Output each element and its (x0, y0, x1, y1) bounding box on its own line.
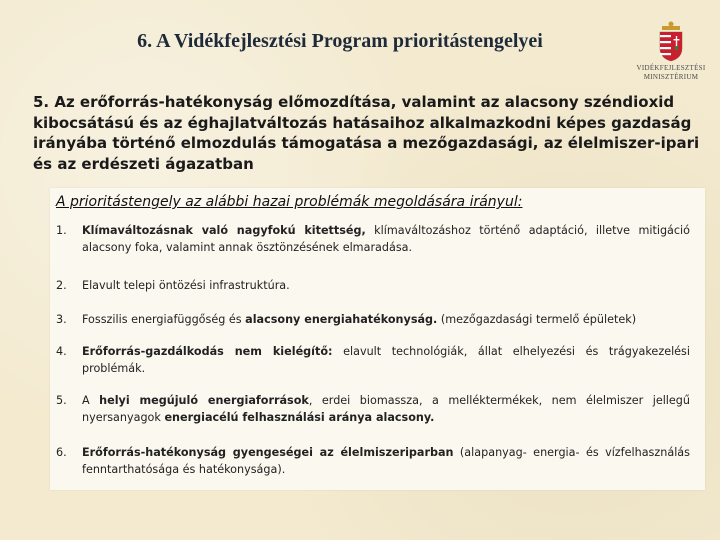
item-text: elavult technológiák, állat elhelyezési és trágyakezelési problémák. (82, 345, 690, 375)
logo-line-1: VIDÉKFEJLESZTÉSI (636, 64, 706, 72)
priority-heading: 5. Az erőforrás-hatékonyság előmozdítása, valamint az alacsony széndioxid kibocsátású és az éghajlatváltozás hatásaihoz alkalmazkodni képes gazdaság irányába történő elmozdulás támogatása a mezőgazdasági, az élelmiszer-ipari és az erdészeti ágazatban (33, 93, 700, 173)
item-text: (alapanyag- energia- és vízfelhasználás fenntarthatósága és hatékonysága). (82, 446, 690, 476)
slide-title: 6. A Vidékfejlesztési Program prioritástengelyei (137, 30, 543, 52)
list-item (56, 445, 690, 478)
item-bold: Klímaváltozásnak való nagyfokú kitettség, (82, 224, 366, 237)
list-item (56, 278, 690, 295)
item-text: (mezőgazdasági termelő épületek) (437, 313, 637, 326)
item-text: A (82, 394, 100, 407)
item-number: 2. (56, 279, 67, 292)
list-item (56, 312, 690, 329)
item-bold: helyi megújuló energiaforrások (99, 394, 309, 407)
item-text: , erdei biomassza, a melléktermékek, nem élelmiszer jellegű nyersanyagok (82, 394, 690, 424)
list-item (56, 223, 690, 256)
logo-line-2: MINISZTÉRIUM (643, 73, 699, 81)
item-bold: alacsony energiahatékonyság. (245, 313, 438, 326)
item-bold: Erőforrás-hatékonyság gyengeségei az élelmiszeriparban (82, 446, 454, 459)
item-text: klímaváltozáshoz történő adaptáció, illetve mitigáció alacsony foka, valamint annak ösztönzésének elmaradása. (82, 224, 691, 254)
item-number: 5. (56, 394, 67, 407)
item-bold: energiacélú felhasználási aránya alacsony. (164, 410, 435, 424)
ministry-logo (636, 20, 706, 82)
item-number: 3. (56, 313, 67, 326)
item-bold: Erőforrás-gazdálkodás nem kielégítő: (82, 345, 333, 358)
item-number: 4. (56, 345, 67, 358)
hungarian-coat-of-arms-icon (656, 20, 686, 62)
item-text: Elavult telepi öntözési infrastruktúra. (82, 279, 290, 292)
problems-panel (50, 188, 705, 490)
item-number: 6. (56, 446, 67, 459)
list-item (56, 344, 690, 377)
item-text: Fosszilis energiafüggőség és (82, 313, 246, 326)
panel-title: A prioritástengely az alábbi hazai problémák megoldására irányul: (56, 194, 523, 210)
list-item (56, 393, 690, 426)
item-number: 1. (56, 224, 67, 237)
